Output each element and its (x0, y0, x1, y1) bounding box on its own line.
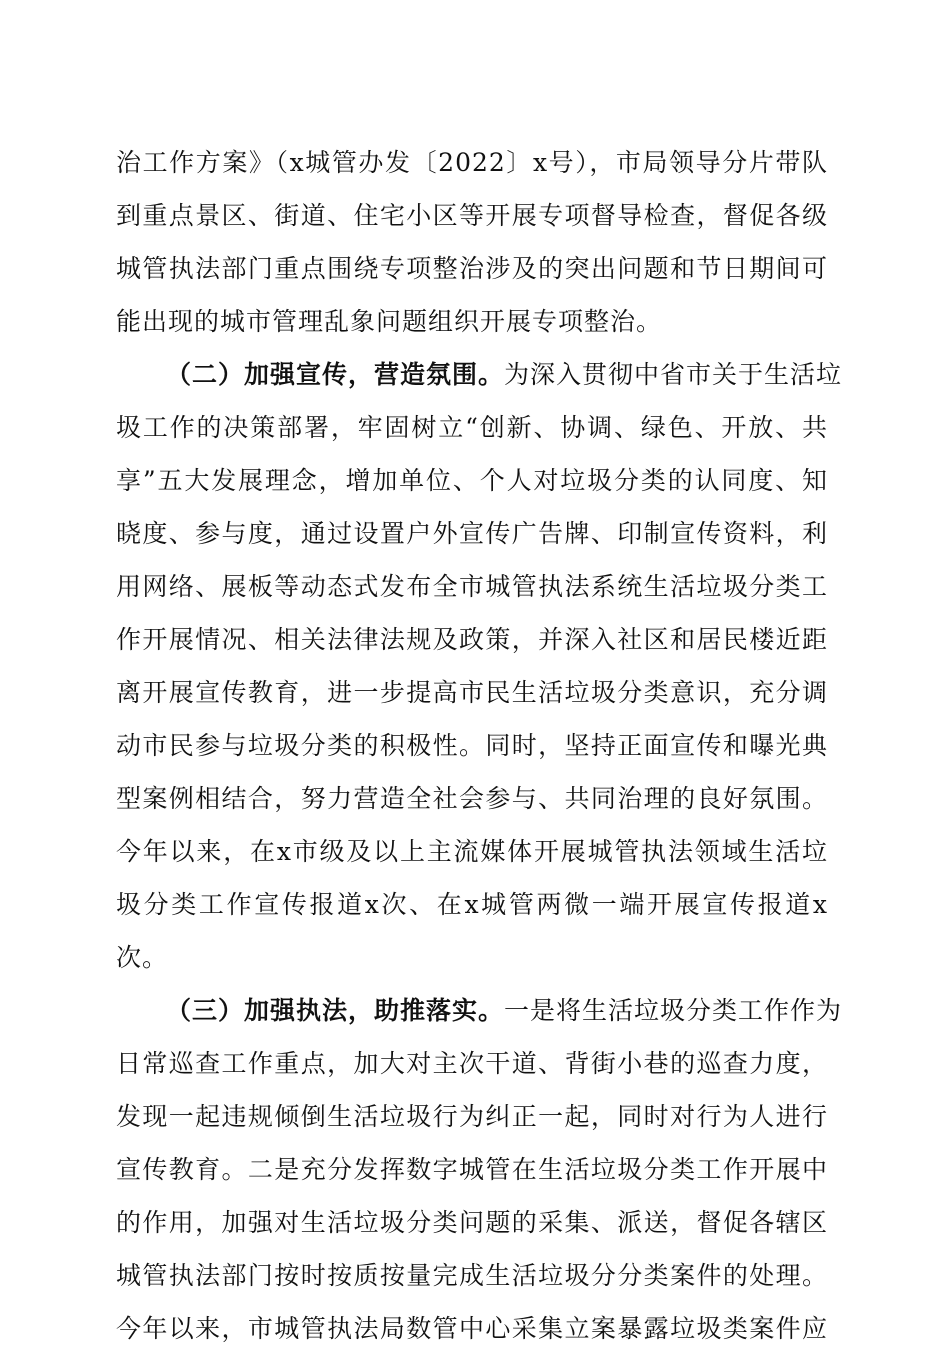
paragraph-first-line (116, 348, 843, 401)
paragraph-line: 用网络、展板等动态式发布全市城管执法系统生活垃圾分类工 (116, 572, 828, 601)
paragraph-line: 晓度、参与度，通过设置户外宣传广告牌、印制宣传资料，利 (116, 519, 828, 548)
paragraph-line: 享”五大发展理念，增加单位、个人对垃圾分类的认同度、知 (116, 466, 828, 495)
paragraph-line: 发现一起违规倾倒生活垃圾行为纠正一起，同时对行为人进行 (116, 1102, 828, 1131)
paragraph-line: 能出现的城市管理乱象问题组织开展专项整治。 (116, 307, 663, 336)
paragraph-line: 动市民参与垃圾分类的积极性。同时，坚持正面宣传和曝光典 (116, 731, 828, 760)
paragraph-line: 城管执法部门按时按质按量完成生活垃圾分分类案件的处理。 (116, 1261, 828, 1290)
paragraph-text: 为深入贯彻中省市关于生活垃 (504, 360, 843, 389)
paragraph-line: 到重点景区、街道、住宅小区等开展专项督导检查，督促各级 (116, 201, 828, 230)
paragraph-line: 今年以来，市城管执法局数管中心采集立案暴露垃圾类案件应 (116, 1314, 828, 1343)
paragraph-line: 离开展宣传教育，进一步提高市民生活垃圾分类意识，充分调 (116, 678, 828, 707)
paragraph-line: 城管执法部门重点围绕专项整治涉及的突出问题和节日期间可 (116, 254, 828, 283)
paragraph-line: 型案例相结合，努力营造全社会参与、共同治理的良好氛围。 (116, 784, 828, 813)
paragraph-line: 宣传教育。二是充分发挥数字城管在生活垃圾分类工作开展中 (116, 1155, 828, 1184)
paragraph-line: 日常巡查工作重点，加大对主次干道、背街小巷的巡查力度， (116, 1049, 828, 1078)
paragraph-2 (116, 348, 843, 984)
paragraph-line: 圾分类工作宣传报道x次、在x城管两微一端开展宣传报道x (116, 890, 828, 919)
section-heading: （三）加强执法，助推落实。 (166, 996, 505, 1025)
paragraph-line: 次。 (116, 943, 169, 972)
paragraph-line: 作开展情况、相关法律法规及政策，并深入社区和居民楼近距 (116, 625, 828, 654)
paragraph-line: 今年以来，在x市级及以上主流媒体开展城管执法领域生活垃 (116, 837, 828, 866)
paragraph-text: 一是将生活垃圾分类工作作为 (504, 996, 843, 1025)
document-body (116, 136, 843, 1355)
paragraph-line: 的作用，加强对生活垃圾分类问题的采集、派送，督促各辖区 (116, 1208, 828, 1237)
paragraph-1 (116, 136, 828, 348)
section-heading: （二）加强宣传，营造氛围。 (166, 360, 505, 389)
paragraph-first-line (116, 984, 843, 1037)
paragraph-3 (116, 984, 843, 1355)
paragraph-line: 治工作方案》（x城管办发〔2022〕x号），市局领导分片带队 (116, 148, 828, 177)
paragraph-line: 圾工作的决策部署，牢固树立“创新、协调、绿色、开放、共 (116, 413, 828, 442)
